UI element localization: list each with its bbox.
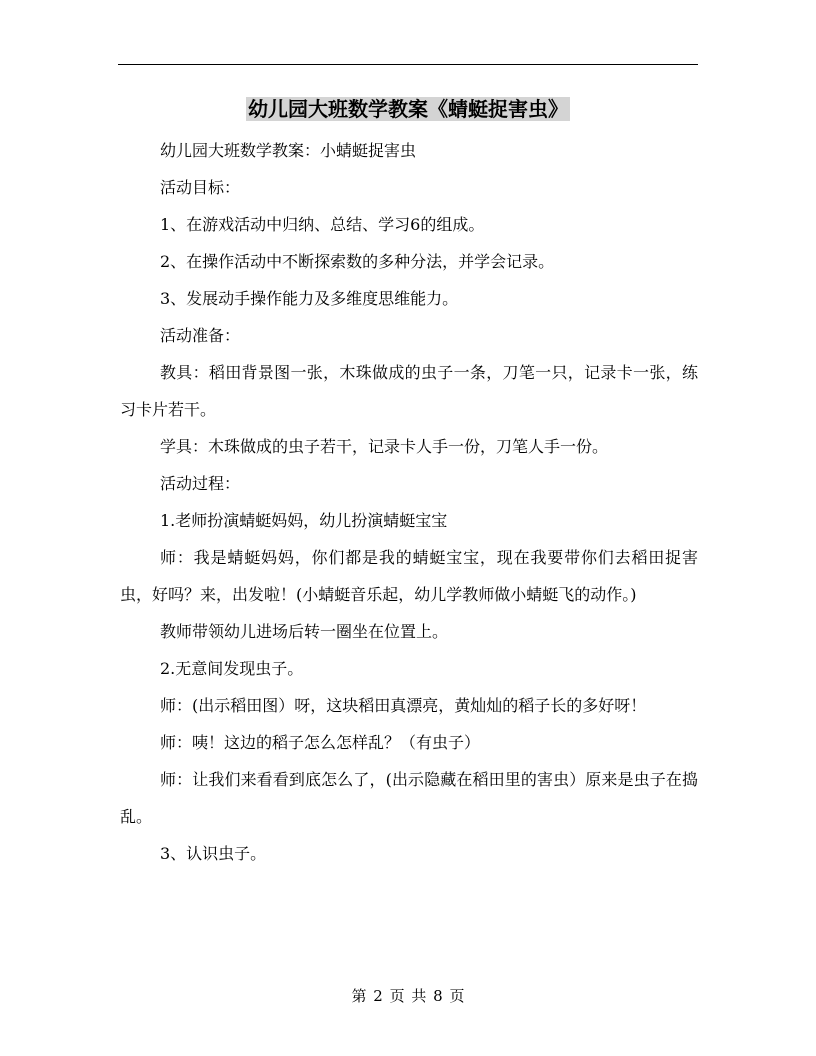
paragraph-7: 教具：稻田背景图一张，木珠做成的虫子一条，刀笔一只，记录卡一张，练习卡片若干。 (120, 363, 698, 419)
paragraph-14: 师：(出示稻田图）呀，这块稻田真漂亮，黄灿灿的稻子长的多好呀！ (160, 696, 647, 715)
paragraph-17: 3、认识虫子。 (160, 844, 267, 863)
paragraph-4: 2、在操作活动中不断探索数的多种分法，并学会记录。 (160, 252, 555, 271)
paragraph-9: 活动过程： (160, 474, 241, 493)
paragraph-16: 师：让我们来看看到底怎么了，(出示隐藏在稻田里的害虫）原来是虫子在捣乱。 (120, 770, 698, 826)
page-footer: 第 2 页 共 8 页 (351, 987, 465, 1005)
paragraph-11: 师：我是蜻蜓妈妈，你们都是我的蜻蜓宝宝，现在我要带你们去稻田捉害虫，好吗？来，出发啦！(小蜻蜓音乐起，幼儿学教师做小蜻蜓飞的动作。) (120, 548, 698, 604)
document-title (0, 95, 816, 123)
paragraph-6: 活动准备： (160, 326, 241, 345)
paragraph-3: 1、在游戏活动中归纳、总结、学习6的组成。 (160, 215, 485, 234)
header-rule (118, 64, 698, 65)
document-title-text: 幼儿园大班数学教案《蜻蜓捉害虫》 (248, 97, 568, 121)
paragraph-10: 1.老师扮演蜻蜓妈妈，幼儿扮演蜻蜓宝宝 (160, 511, 448, 530)
paragraph-12: 教师带领幼儿进场后转一圈坐在位置上。 (160, 622, 449, 641)
document-body (120, 132, 698, 872)
paragraph-2: 活动目标： (160, 178, 241, 197)
paragraph-5: 3、发展动手操作能力及多维度思维能力。 (160, 289, 459, 308)
paragraph-8: 学具：木珠做成的虫子若干，记录卡人手一份，刀笔人手一份。 (160, 437, 609, 456)
paragraph-13: 2.无意间发现虫子。 (160, 659, 304, 678)
paragraph-15: 师：咦！这边的稻子怎么怎样乱？（有虫子） (160, 733, 481, 752)
paragraph-1: 幼儿园大班数学教案：小蜻蜓捉害虫 (160, 141, 417, 160)
